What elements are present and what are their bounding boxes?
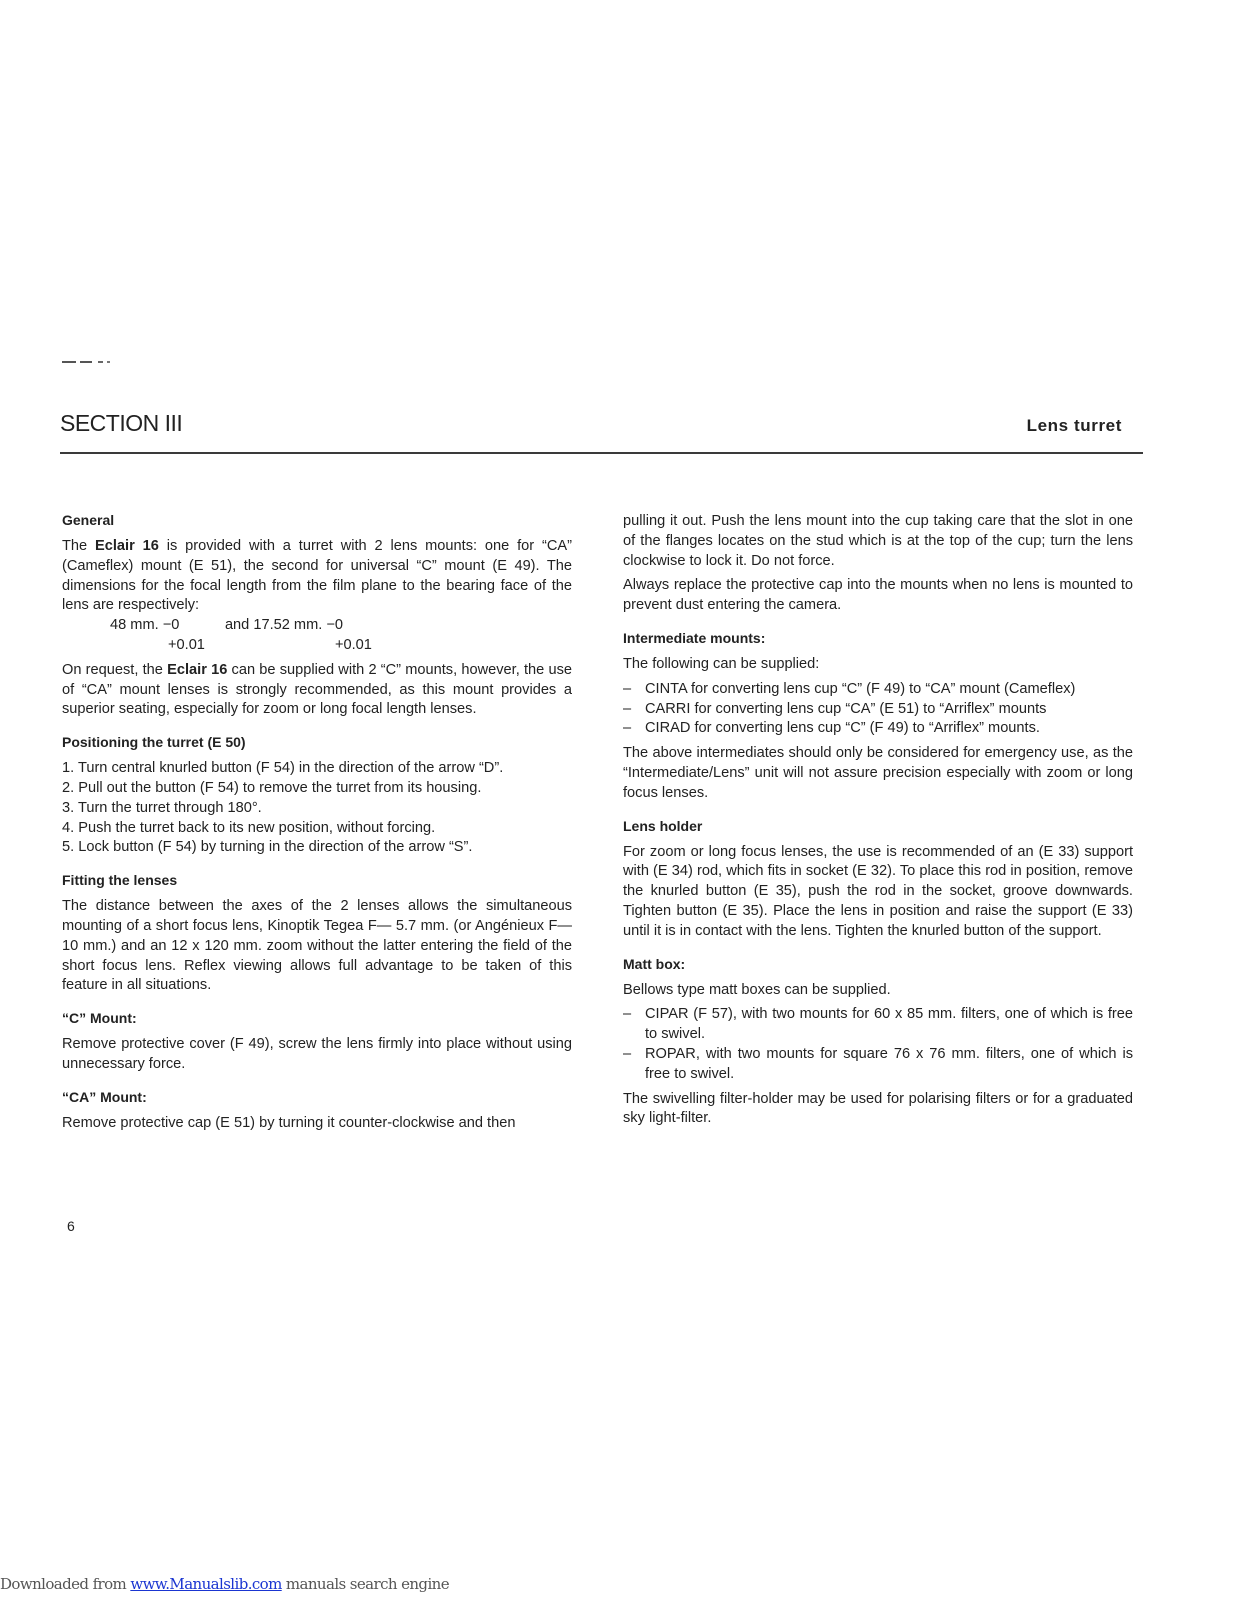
mattbox-heading: Matt box: bbox=[623, 955, 686, 972]
text-span: On request, the bbox=[62, 661, 168, 678]
ca-mount-paragraph: Remove protective cap (E 51) by turning it counter-clockwise and then bbox=[62, 1114, 516, 1131]
list-item bbox=[623, 700, 1133, 720]
intermediate-note: The above intermediates should only be considered for emergency use, as the “Intermediate/Lens” unit will not assure precision especially with zoom or long focus lenses. bbox=[623, 745, 1133, 801]
intermediate-intro: The following can be supplied: bbox=[623, 655, 820, 672]
mattbox-list bbox=[623, 1005, 1133, 1084]
dash-bullet: – bbox=[623, 1045, 632, 1062]
scan-mark bbox=[62, 361, 116, 363]
right-column bbox=[623, 512, 1133, 1134]
c-mount-paragraph: Remove protective cover (F 49), screw the lens firmly into place without using unnecessary force. bbox=[62, 1036, 572, 1072]
positioning-heading: Positioning the turret (E 50) bbox=[62, 734, 246, 751]
text-span: The bbox=[62, 538, 96, 554]
ca-mount-continued: pulling it out. Push the lens mount into the cup taking care that the slot in one of the flanges locates on the stud which is at the top of the cup; turn the lens clockwise to lock it. Do not force. bbox=[623, 513, 1133, 569]
mattbox-intro: Bellows type matt boxes can be supplied. bbox=[623, 981, 891, 998]
left-column bbox=[62, 510, 572, 1139]
general-heading: General bbox=[62, 512, 115, 528]
page-heading: Lens turret bbox=[1026, 416, 1122, 435]
header-rule bbox=[60, 452, 1143, 454]
list-item: 5. Lock button (F 54) by turning in the direction of the arrow “S”. bbox=[62, 839, 473, 856]
dimension-b: and 17.52 mm. −0 bbox=[224, 617, 343, 634]
holder-heading: Lens holder bbox=[623, 817, 703, 834]
holder-paragraph: For zoom or long focus lenses, the use is recommended of an (E 33) support with (E 34) rod, which fits in socket (E 32). To place this rod in position, remove the knurled button (E 35), push the rod in the socket, groove downwards. Tighten button (E 35). Place the lens in position and raise the support (E 33) until it is in contact with the lens. Tighten the knurled button of the support. bbox=[623, 843, 1133, 939]
mattbox-note: The swivelling filter-holder may be used for polarising filters or for a graduated sky light-filter. bbox=[623, 1090, 1133, 1127]
section-title: SECTION III bbox=[60, 410, 183, 436]
dimension-a: 48 mm. −0 bbox=[110, 617, 180, 634]
list-item bbox=[623, 680, 1133, 700]
dimension-a-tolerance: +0.01 bbox=[168, 636, 205, 653]
list-item: 1. Turn central knurled button (F 54) in the direction of the arrow “D”. bbox=[62, 760, 504, 777]
dash-bullet: – bbox=[623, 700, 632, 717]
text-span: is provided with a turret with 2 lens mounts: one for “CA” (Cameflex) mount (E 51), the second for universal “C” mount (E 49). The dimensions for the focal length from the film plane to the bearing face of the lens are respectively: bbox=[62, 538, 573, 614]
list-item bbox=[623, 1005, 1133, 1045]
list-item-text: ROPAR, with two mounts for square 76 x 76 mm. filters, one of which is free to swivel. bbox=[645, 1045, 1133, 1082]
list-item: 2. Pull out the button (F 54) to remove the turret from its housing. bbox=[62, 779, 482, 796]
intermediate-heading: Intermediate mounts: bbox=[623, 629, 766, 646]
fitting-heading: Fitting the lenses bbox=[62, 872, 178, 889]
list-item-text: CARRI for converting lens cup “CA” (E 51) to “Arriflex” mounts bbox=[645, 700, 1047, 717]
list-item-text: CIPAR (F 57), with two mounts for 60 x 85 mm. filters, one of which is free to swivel. bbox=[645, 1006, 1133, 1043]
manualslib-link[interactable]: www.Manualslib.com bbox=[130, 1575, 282, 1593]
positioning-steps bbox=[62, 759, 572, 858]
dash-bullet: – bbox=[623, 720, 632, 737]
fitting-paragraph: The distance between the axes of the 2 lenses allows the simultaneous mounting of a short focus lens, Kinoptik Tegea F— 5.7 mm. (or Angénieux F— 10 mm.) and an 12 x 120 mm. zoom without the latter entering the field of the short focus lens. Reflex viewing allows full advantage to be taken of this feature in all situations. bbox=[62, 898, 572, 994]
dash-bullet: – bbox=[623, 680, 632, 697]
page-number: 6 bbox=[67, 1218, 75, 1234]
ca-mount-heading: “CA” Mount: bbox=[62, 1088, 147, 1105]
brand-name: Eclair 16 bbox=[167, 661, 228, 678]
footer-suffix: manuals search engine bbox=[281, 1575, 449, 1593]
download-footer bbox=[0, 1575, 449, 1593]
list-item bbox=[623, 1045, 1133, 1085]
general-paragraph bbox=[62, 537, 572, 616]
text-span: can be supplied with 2 “C” mounts, however, the use of “CA” mount lenses is strongly recommended, as this mount provides a superior seating, especially for zoom or long focal length lenses. bbox=[62, 661, 573, 718]
dimensions-table bbox=[110, 616, 392, 656]
dimension-b-tolerance: +0.01 bbox=[334, 636, 372, 653]
list-item: 3. Turn the turret through 180°. bbox=[62, 799, 262, 816]
intermediate-list bbox=[623, 680, 1133, 739]
c-mount-heading: “C” Mount: bbox=[62, 1010, 137, 1027]
brand-name: Eclair 16 bbox=[95, 538, 159, 554]
list-item-text: CIRAD for converting lens cup “C” (F 49) to “Arriflex” mounts. bbox=[645, 720, 1040, 737]
cap-paragraph: Always replace the protective cap into the mounts when no lens is mounted to prevent dust entering the camera. bbox=[623, 577, 1133, 614]
list-item bbox=[623, 719, 1133, 739]
list-item-text: CINTA for converting lens cup “C” (F 49) to “CA” mount (Cameflex) bbox=[645, 680, 1076, 697]
request-paragraph bbox=[62, 661, 572, 720]
dash-bullet: – bbox=[623, 1006, 632, 1023]
list-item: 4. Push the turret back to its new position, without forcing. bbox=[62, 819, 436, 836]
footer-prefix: Downloaded from bbox=[0, 1575, 131, 1593]
